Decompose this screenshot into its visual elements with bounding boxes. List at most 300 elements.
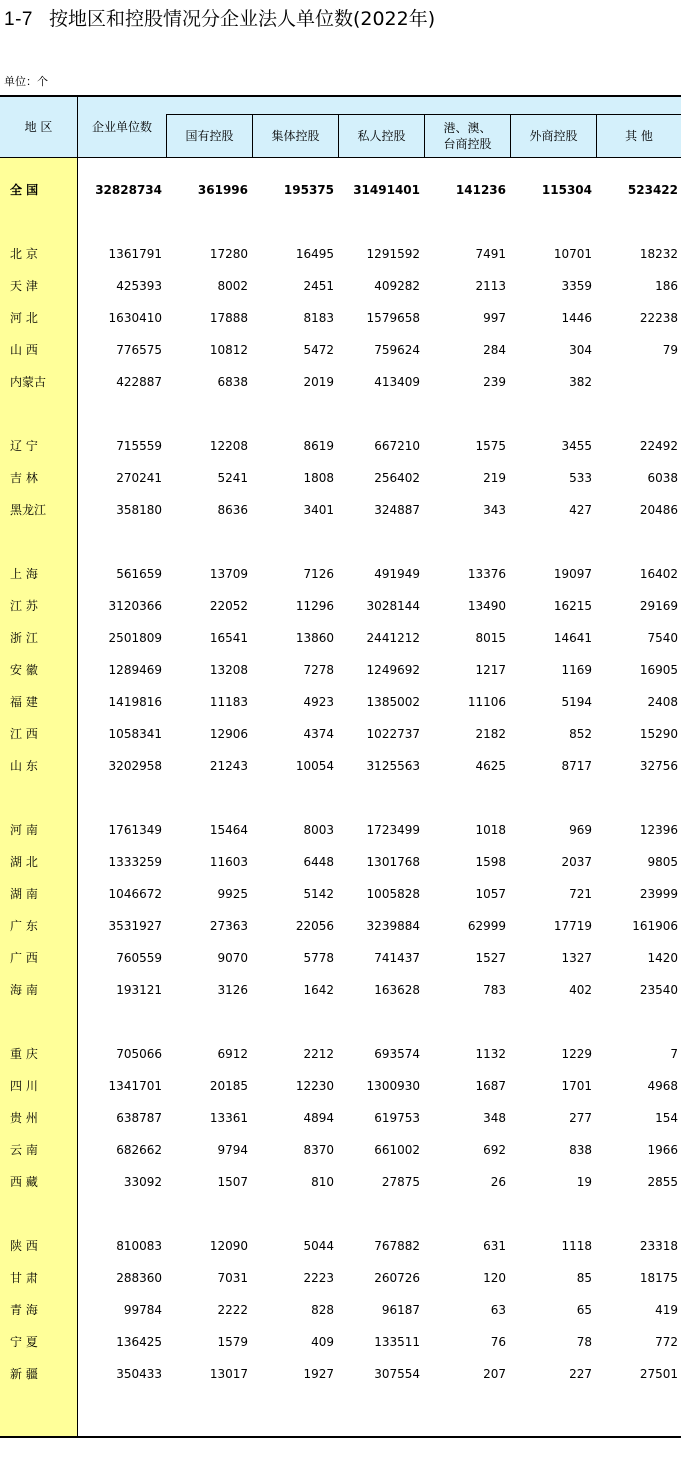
value-cell: 270241 [116, 471, 162, 485]
value-cell: 425393 [116, 279, 162, 293]
value-cell: 6448 [303, 855, 334, 869]
value-cell: 13376 [467, 567, 506, 581]
value-cell: 1057 [475, 887, 506, 901]
value-cell: 1927 [303, 1367, 334, 1381]
value-cell: 4968 [647, 1079, 678, 1093]
value-cell: 8003 [303, 823, 334, 837]
region-name: 宁 夏 [10, 1335, 38, 1349]
value-cell: 1333259 [108, 855, 162, 869]
region-name: 云 南 [10, 1143, 38, 1157]
value-cell: 1642 [303, 983, 334, 997]
value-cell: 195375 [283, 183, 334, 197]
region-name: 重 庆 [10, 1047, 38, 1061]
value-cell: 19097 [553, 567, 592, 581]
value-cell: 8015 [475, 631, 506, 645]
table-row [0, 494, 681, 526]
value-cell: 2182 [475, 727, 506, 741]
value-cell: 4625 [475, 759, 506, 773]
table-row [0, 174, 681, 206]
value-cell: 8636 [217, 503, 248, 517]
value-cell: 358180 [116, 503, 162, 517]
region-name: 上 海 [10, 567, 38, 581]
table-row [0, 558, 681, 590]
value-cell: 7278 [303, 663, 334, 677]
table-row [0, 1294, 681, 1326]
region-name: 山 东 [10, 759, 38, 773]
header-region: 地 区 [0, 97, 78, 157]
value-cell: 348 [483, 1111, 506, 1125]
table-row [0, 750, 681, 782]
header-state: 国有控股 [166, 114, 252, 157]
value-cell: 7491 [475, 247, 506, 261]
value-cell: 4374 [303, 727, 334, 741]
value-cell: 8002 [217, 279, 248, 293]
value-cell: 692 [483, 1143, 506, 1157]
value-cell: 13860 [295, 631, 334, 645]
value-cell: 3239884 [366, 919, 420, 933]
value-cell: 227 [569, 1367, 592, 1381]
value-cell: 15290 [639, 727, 678, 741]
table-row [0, 910, 681, 942]
table-row [0, 1166, 681, 1198]
table-header [0, 97, 681, 158]
region-name: 甘 肃 [10, 1271, 38, 1285]
value-cell: 343 [483, 503, 506, 517]
value-cell: 2501809 [108, 631, 162, 645]
value-cell: 22238 [639, 311, 678, 325]
value-cell: 9070 [217, 951, 248, 965]
value-cell: 1723499 [366, 823, 420, 837]
value-cell: 11296 [295, 599, 334, 613]
region-name: 内蒙古 [10, 375, 47, 389]
value-cell: 1419816 [108, 695, 162, 709]
value-cell: 78 [576, 1335, 592, 1349]
value-cell: 284 [483, 343, 506, 357]
value-cell: 3125563 [366, 759, 420, 773]
value-cell: 136425 [116, 1335, 162, 1349]
value-cell: 523422 [627, 183, 678, 197]
value-cell: 5472 [303, 343, 334, 357]
value-cell: 3120366 [108, 599, 162, 613]
value-cell: 304 [569, 343, 592, 357]
value-cell: 1446 [561, 311, 592, 325]
table-row [0, 622, 681, 654]
value-cell: 382 [569, 375, 592, 389]
value-cell: 2113 [475, 279, 506, 293]
region-name: 北 京 [10, 247, 38, 261]
value-cell: 32756 [639, 759, 678, 773]
table-row [0, 1102, 681, 1134]
value-cell: 427 [569, 503, 592, 517]
value-cell: 27875 [381, 1175, 420, 1189]
value-cell: 13208 [209, 663, 248, 677]
value-cell: 96187 [381, 1303, 420, 1317]
value-cell: 1507 [217, 1175, 248, 1189]
value-cell: 22052 [209, 599, 248, 613]
region-name: 新 疆 [10, 1367, 38, 1381]
value-cell: 141236 [455, 183, 506, 197]
value-cell: 1420 [647, 951, 678, 965]
value-cell: 6038 [647, 471, 678, 485]
table-row [0, 686, 681, 718]
value-cell: 79 [662, 343, 678, 357]
table-row [0, 1230, 681, 1262]
value-cell: 6912 [217, 1047, 248, 1061]
value-cell: 193121 [116, 983, 162, 997]
value-cell: 12208 [209, 439, 248, 453]
region-name: 辽 宁 [10, 439, 38, 453]
value-cell: 219 [483, 471, 506, 485]
table-row [0, 974, 681, 1006]
value-cell: 760559 [116, 951, 162, 965]
table-top-rule [0, 95, 681, 97]
value-cell: 27501 [639, 1367, 678, 1381]
header-other: 其 他 [596, 114, 681, 157]
value-cell: 1169 [561, 663, 592, 677]
value-cell: 288360 [116, 1271, 162, 1285]
value-cell: 13490 [467, 599, 506, 613]
value-cell: 17888 [209, 311, 248, 325]
table-row [0, 1070, 681, 1102]
value-cell: 16402 [639, 567, 678, 581]
region-name: 天 津 [10, 279, 38, 293]
value-cell: 1761349 [108, 823, 162, 837]
value-cell: 7031 [217, 1271, 248, 1285]
header-private: 私人控股 [338, 114, 424, 157]
value-cell: 1018 [475, 823, 506, 837]
value-cell: 1630410 [108, 311, 162, 325]
value-cell: 419 [655, 1303, 678, 1317]
region-name: 安 徽 [10, 663, 38, 677]
value-cell: 3359 [561, 279, 592, 293]
value-cell: 1301768 [366, 855, 420, 869]
value-cell: 207 [483, 1367, 506, 1381]
value-cell: 767882 [374, 1239, 420, 1253]
value-cell: 277 [569, 1111, 592, 1125]
value-cell: 5194 [561, 695, 592, 709]
header-collective: 集体控股 [252, 114, 338, 157]
region-name: 陕 西 [10, 1239, 38, 1253]
value-cell: 32828734 [95, 183, 162, 197]
table-row [0, 590, 681, 622]
value-cell: 3401 [303, 503, 334, 517]
value-cell: 422887 [116, 375, 162, 389]
value-cell: 491949 [374, 567, 420, 581]
table-row [0, 814, 681, 846]
value-cell: 18232 [639, 247, 678, 261]
value-cell: 10054 [295, 759, 334, 773]
value-cell: 11603 [209, 855, 248, 869]
value-cell: 324887 [374, 503, 420, 517]
value-cell: 1575 [475, 439, 506, 453]
value-cell: 10701 [553, 247, 592, 261]
value-cell: 31491401 [353, 183, 420, 197]
value-cell: 3028144 [366, 599, 420, 613]
value-cell: 8717 [561, 759, 592, 773]
value-cell: 810 [311, 1175, 334, 1189]
value-cell: 5241 [217, 471, 248, 485]
value-cell: 1217 [475, 663, 506, 677]
value-cell: 1327 [561, 951, 592, 965]
table-row [0, 846, 681, 878]
value-cell: 9805 [647, 855, 678, 869]
value-cell: 21243 [209, 759, 248, 773]
value-cell: 1361791 [108, 247, 162, 261]
value-cell: 14641 [553, 631, 592, 645]
value-cell: 810083 [116, 1239, 162, 1253]
value-cell: 2037 [561, 855, 592, 869]
value-cell: 6838 [217, 375, 248, 389]
value-cell: 17280 [209, 247, 248, 261]
value-cell: 1385002 [366, 695, 420, 709]
value-cell: 1005828 [366, 887, 420, 901]
value-cell: 133511 [374, 1335, 420, 1349]
value-cell: 561659 [116, 567, 162, 581]
value-cell: 3531927 [108, 919, 162, 933]
table-row [0, 1134, 681, 1166]
value-cell: 163628 [374, 983, 420, 997]
value-cell: 76 [490, 1335, 506, 1349]
table-row [0, 462, 681, 494]
value-cell: 12090 [209, 1239, 248, 1253]
value-cell: 1687 [475, 1079, 506, 1093]
table-row [0, 942, 681, 974]
value-cell: 667210 [374, 439, 420, 453]
value-cell: 783 [483, 983, 506, 997]
value-cell: 1229 [561, 1047, 592, 1061]
value-cell: 8370 [303, 1143, 334, 1157]
table-row [0, 1038, 681, 1070]
value-cell: 154 [655, 1111, 678, 1125]
table-bottom-rule [0, 1436, 681, 1438]
value-cell: 20185 [209, 1079, 248, 1093]
value-cell: 997 [483, 311, 506, 325]
value-cell: 969 [569, 823, 592, 837]
table-row [0, 654, 681, 686]
value-cell: 638787 [116, 1111, 162, 1125]
value-cell: 85 [576, 1271, 592, 1285]
region-name: 黑龙江 [10, 503, 47, 517]
value-cell: 1579658 [366, 311, 420, 325]
value-cell: 7126 [303, 567, 334, 581]
value-cell: 533 [569, 471, 592, 485]
value-cell: 3455 [561, 439, 592, 453]
value-cell [598, 366, 678, 398]
value-cell: 22492 [639, 439, 678, 453]
region-name: 西 藏 [10, 1175, 38, 1189]
value-cell: 1579 [217, 1335, 248, 1349]
value-cell: 1598 [475, 855, 506, 869]
value-cell: 16541 [209, 631, 248, 645]
region-name: 吉 林 [10, 471, 38, 485]
header-foreign: 外商控股 [510, 114, 596, 157]
value-cell: 16215 [553, 599, 592, 613]
value-cell: 26 [490, 1175, 506, 1189]
value-cell: 20486 [639, 503, 678, 517]
value-cell: 1291592 [366, 247, 420, 261]
value-cell: 13361 [209, 1111, 248, 1125]
header-total: 企业单位数 [91, 120, 152, 134]
value-cell: 2212 [303, 1047, 334, 1061]
value-cell: 12230 [295, 1079, 334, 1093]
region-name: 江 苏 [10, 599, 38, 613]
value-cell: 2408 [647, 695, 678, 709]
unit-label: 单位：个 [4, 75, 48, 88]
region-name: 河 北 [10, 311, 38, 325]
value-cell: 661002 [374, 1143, 420, 1157]
table-row [0, 1326, 681, 1358]
value-cell: 772 [655, 1335, 678, 1349]
value-cell: 852 [569, 727, 592, 741]
table-row [0, 718, 681, 750]
value-cell: 402 [569, 983, 592, 997]
value-cell: 12396 [639, 823, 678, 837]
table-row [0, 334, 681, 366]
value-cell: 2451 [303, 279, 334, 293]
value-cell: 350433 [116, 1367, 162, 1381]
table-row [0, 430, 681, 462]
value-cell: 2222 [217, 1303, 248, 1317]
value-cell: 1022737 [366, 727, 420, 741]
value-cell: 631 [483, 1239, 506, 1253]
value-cell: 239 [483, 375, 506, 389]
value-cell: 1118 [561, 1239, 592, 1253]
region-name: 河 南 [10, 823, 38, 837]
region-name: 浙 江 [10, 631, 38, 645]
value-cell: 682662 [116, 1143, 162, 1157]
value-cell: 11106 [467, 695, 506, 709]
value-cell: 33092 [123, 1175, 162, 1189]
value-cell: 721 [569, 887, 592, 901]
value-cell: 1341701 [108, 1079, 162, 1093]
value-cell: 693574 [374, 1047, 420, 1061]
value-cell: 7 [670, 1047, 678, 1061]
value-cell: 1300930 [366, 1079, 420, 1093]
value-cell: 11183 [209, 695, 248, 709]
region-name: 江 西 [10, 727, 38, 741]
value-cell: 5044 [303, 1239, 334, 1253]
value-cell: 18175 [639, 1271, 678, 1285]
region-name: 广 西 [10, 951, 38, 965]
value-cell: 4894 [303, 1111, 334, 1125]
value-cell: 10812 [209, 343, 248, 357]
value-cell: 7540 [647, 631, 678, 645]
value-cell: 16905 [639, 663, 678, 677]
region-name: 贵 州 [10, 1111, 38, 1125]
value-cell: 260726 [374, 1271, 420, 1285]
table-row [0, 366, 681, 398]
value-cell: 361996 [197, 183, 248, 197]
value-cell: 15464 [209, 823, 248, 837]
value-cell: 3202958 [108, 759, 162, 773]
value-cell: 19 [576, 1175, 592, 1189]
value-cell: 13017 [209, 1367, 248, 1381]
region-name: 海 南 [10, 983, 38, 997]
value-cell: 120 [483, 1271, 506, 1285]
value-cell: 1966 [647, 1143, 678, 1157]
value-cell: 1058341 [108, 727, 162, 741]
value-cell: 8183 [303, 311, 334, 325]
value-cell: 23999 [639, 887, 678, 901]
value-cell: 115304 [541, 183, 592, 197]
value-cell: 9925 [217, 887, 248, 901]
value-cell: 715559 [116, 439, 162, 453]
value-cell: 63 [490, 1303, 506, 1317]
value-cell: 2223 [303, 1271, 334, 1285]
region-name: 福 建 [10, 695, 38, 709]
value-cell: 413409 [374, 375, 420, 389]
table-row [0, 270, 681, 302]
value-cell: 307554 [374, 1367, 420, 1381]
value-cell: 17719 [553, 919, 592, 933]
table-row [0, 1358, 681, 1390]
value-cell: 99784 [123, 1303, 162, 1317]
table-row [0, 878, 681, 910]
value-cell: 776575 [116, 343, 162, 357]
value-cell: 256402 [374, 471, 420, 485]
value-cell: 22056 [295, 919, 334, 933]
value-cell: 741437 [374, 951, 420, 965]
value-cell: 1808 [303, 471, 334, 485]
table-row [0, 302, 681, 334]
value-cell: 4923 [303, 695, 334, 709]
value-cell: 409 [311, 1335, 334, 1349]
value-cell: 9794 [217, 1143, 248, 1157]
value-cell: 27363 [209, 919, 248, 933]
value-cell: 1249692 [366, 663, 420, 677]
value-cell: 5778 [303, 951, 334, 965]
value-cell: 2441212 [366, 631, 420, 645]
value-cell: 23318 [639, 1239, 678, 1253]
title-text: 按地区和控股情况分企业法人单位数(2022年) [48, 8, 436, 30]
value-cell: 2855 [647, 1175, 678, 1189]
region-name: 四 川 [10, 1079, 38, 1093]
value-cell: 838 [569, 1143, 592, 1157]
value-cell: 23540 [639, 983, 678, 997]
value-cell: 1701 [561, 1079, 592, 1093]
value-cell: 16495 [295, 247, 334, 261]
value-cell: 186 [655, 279, 678, 293]
header-hkmotw: 港、澳、台商控股 [424, 114, 510, 157]
region-name: 山 西 [10, 343, 38, 357]
region-name: 全 国 [10, 183, 39, 197]
region-name: 青 海 [10, 1303, 38, 1317]
value-cell: 1289469 [108, 663, 162, 677]
page-title [4, 4, 435, 31]
value-cell: 3126 [217, 983, 248, 997]
value-cell: 1132 [475, 1047, 506, 1061]
value-cell: 13709 [209, 567, 248, 581]
value-cell: 759624 [374, 343, 420, 357]
region-name: 湖 北 [10, 855, 38, 869]
value-cell: 1046672 [108, 887, 162, 901]
value-cell: 828 [311, 1303, 334, 1317]
value-cell: 62999 [467, 919, 506, 933]
value-cell: 161906 [632, 919, 678, 933]
value-cell: 2019 [303, 375, 334, 389]
table-row [0, 1262, 681, 1294]
value-cell: 409282 [374, 279, 420, 293]
value-cell: 5142 [303, 887, 334, 901]
value-cell: 29169 [639, 599, 678, 613]
title-number: 1-7 [4, 9, 33, 30]
value-cell: 1527 [475, 951, 506, 965]
value-cell: 8619 [303, 439, 334, 453]
value-cell: 705066 [116, 1047, 162, 1061]
table-row [0, 238, 681, 270]
value-cell: 65 [576, 1303, 592, 1317]
value-cell: 12906 [209, 727, 248, 741]
